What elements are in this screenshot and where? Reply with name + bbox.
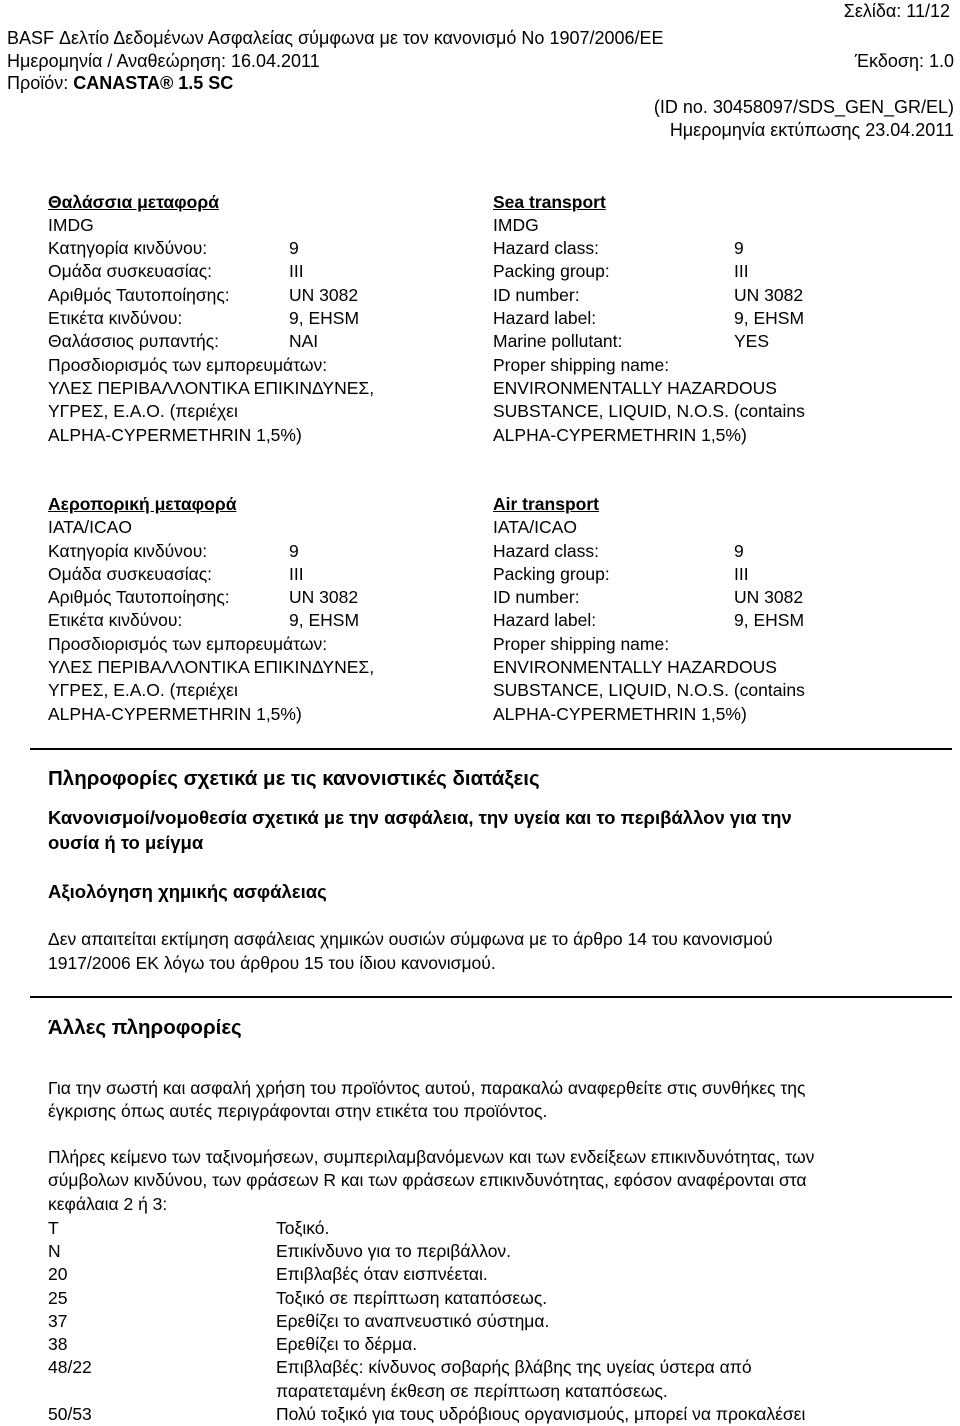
air-row-label: Ομάδα συσκευασίας: — [48, 564, 213, 584]
full-text-paragraph-cont: κεφάλαια 2 ή 3: — [48, 1194, 168, 1214]
air-code-en: IATA/ICAO — [493, 517, 577, 537]
phrase-text: Ερεθίζει το δέρμα. — [276, 1334, 418, 1354]
usage-paragraph: Για την σωστή και ασφαλή χρήση του προϊόντος αυτού, παρακαλώ αναφερθείτε στις συνθήκες της — [48, 1078, 806, 1098]
sea-row-value: III — [734, 261, 749, 281]
sea-row-label: Ετικέτα κινδύνου: — [48, 308, 183, 328]
air-psn-line-en: SUBSTANCE, LIQUID, N.O.S. (contains — [493, 680, 805, 700]
phrase-text: Τοξικό σε περίπτωση καταπόσεως. — [276, 1288, 548, 1308]
air-row-label: Κατηγορία κινδύνου: — [48, 541, 208, 561]
print-date: Ημερομηνία εκτύπωσης 23.04.2011 — [669, 120, 954, 140]
sea-psn-line-en: SUBSTANCE, LIQUID, N.O.S. (contains — [493, 401, 805, 421]
sea-title-el: Θαλάσσια μεταφορά — [48, 192, 219, 212]
sea-row-label: Κατηγορία κινδύνου: — [48, 238, 208, 258]
phrase-text: Ερεθίζει το αναπνευστικό σύστημα. — [276, 1311, 550, 1331]
air-row-value: 9, EHSM — [289, 610, 360, 630]
sea-psn-line-el: ALPHA-CYPERMETHRIN 1,5%) — [48, 425, 302, 445]
regulations-subheading-cont: ουσία ή το μείγμα — [48, 832, 204, 853]
air-row-value: UN 3082 — [734, 587, 804, 607]
sea-code-en: IMDG — [493, 215, 539, 235]
sea-psn-label-en: Proper shipping name: — [493, 355, 670, 375]
air-row-value: 9 — [734, 541, 744, 561]
air-psn-line-el: ALPHA-CYPERMETHRIN 1,5%) — [48, 704, 302, 724]
air-row-value: III — [289, 564, 304, 584]
sea-row-value: 9 — [289, 238, 299, 258]
air-row-label: Ετικέτα κινδύνου: — [48, 610, 183, 630]
air-psn-line-el: ΥΛΕΣ ΠΕΡΙΒΑΛΛΟΝΤΙΚΑ ΕΠΙΚΙΝΔΥΝΕΣ, — [48, 657, 375, 677]
air-psn-line-en: ENVIRONMENTALLY HAZARDOUS — [493, 657, 777, 677]
product-name: CANASTA® 1.5 SC — [73, 73, 234, 93]
product-label: Προϊόν: — [7, 73, 69, 93]
regulations-subheading: Κανονισμοί/νομοθεσία σχετικά με την ασφάλεια, την υγεία και το περιβάλλον για την — [48, 807, 792, 828]
air-row-label: Packing group: — [493, 564, 610, 584]
phrase-code: 50/53 — [48, 1404, 92, 1424]
phrase-text: παρατεταμένη έκθεση σε περίπτωση καταπόσεως. — [276, 1381, 668, 1401]
air-psn-label-el: Προσδιορισμός των εμπορευμάτων: — [48, 634, 328, 654]
full-text-paragraph: Πλήρες κείμενο των ταξινομήσεων, συμπεριλαμβανόμενων και των ενδείξεων επικινδυνότητας, των — [48, 1147, 815, 1167]
sea-row-value: 9, EHSM — [289, 308, 360, 328]
sea-psn-line-en: ENVIRONMENTALLY HAZARDOUS — [493, 378, 777, 398]
air-row-label: ID number: — [493, 587, 580, 607]
product-line — [7, 74, 233, 92]
phrase-text: Επιβλαβές όταν εισπνέεται. — [276, 1264, 488, 1284]
chemical-safety-heading: Αξιολόγηση χημικής ασφάλειας — [48, 881, 327, 902]
phrase-text: Επικίνδυνο για το περιβάλλον. — [276, 1241, 512, 1261]
sea-psn-line-en: ALPHA-CYPERMETHRIN 1,5%) — [493, 425, 747, 445]
sea-row-value: 9, EHSM — [734, 308, 805, 328]
phrase-text: Επιβλαβές: κίνδυνος σοβαρής βλάβης της υγείας ύστερα από — [276, 1357, 752, 1377]
phrase-text: Πολύ τοξικό για τους υδρόβιους οργανισμούς, μπορεί να προκαλέσει — [276, 1404, 806, 1424]
sea-row-label: ID number: — [493, 285, 580, 305]
sea-row-label: Hazard class: — [493, 238, 600, 258]
other-info-heading: Άλλες πληροφορίες — [48, 1016, 242, 1039]
air-row-label: Hazard label: — [493, 610, 597, 630]
sea-row-value: UN 3082 — [289, 285, 359, 305]
sea-psn-label-el: Προσδιορισμός των εμπορευμάτων: — [48, 355, 328, 375]
version: Έκδοση: 1.0 — [854, 51, 954, 71]
phrase-code: 38 — [48, 1334, 68, 1354]
air-row-label: Hazard class: — [493, 541, 600, 561]
sea-row-label: Packing group: — [493, 261, 610, 281]
sea-title-en: Sea transport — [493, 192, 606, 212]
sea-row-label: Hazard label: — [493, 308, 597, 328]
regulatory-heading: Πληροφορίες σχετικά με τις κανονιστικές διατάξεις — [48, 767, 540, 790]
assessment-text: Δεν απαιτείται εκτίμηση ασφάλειας χημικών ουσιών σύμφωνα με το άρθρο 14 του κανονισμού — [48, 929, 773, 949]
sea-row-label: Θαλάσσιος ρυπαντής: — [48, 331, 220, 351]
sea-code-el: IMDG — [48, 215, 94, 235]
air-title-el: Αεροπορική μεταφορά — [48, 494, 237, 514]
sea-row-value: 9 — [734, 238, 744, 258]
phrase-code: 25 — [48, 1288, 68, 1308]
air-psn-line-el: ΥΓΡΕΣ, Ε.Α.Ο. (περιέχει — [48, 680, 238, 700]
air-psn-label-en: Proper shipping name: — [493, 634, 670, 654]
phrase-code: 48/22 — [48, 1357, 92, 1377]
document-title: BASF Δελτίο Δεδομένων Ασφαλείας σύμφωνα με τον κανονισμό Νο 1907/2006/ΕΕ — [7, 28, 664, 48]
section-divider — [30, 996, 952, 998]
id-number: (ID no. 30458097/SDS_GEN_GR/EL) — [653, 97, 954, 117]
sea-row-value: III — [289, 261, 304, 281]
phrase-code: 20 — [48, 1264, 68, 1284]
air-row-value: 9, EHSM — [734, 610, 805, 630]
air-row-value: III — [734, 564, 749, 584]
phrase-text: Τοξικό. — [276, 1218, 330, 1238]
revision-date: Ημερομηνία / Αναθεώρηση: 16.04.2011 — [7, 51, 320, 71]
page-number: Σελίδα: 11/12 — [843, 1, 950, 21]
sea-psn-line-el: ΥΛΕΣ ΠΕΡΙΒΑΛΛΟΝΤΙΚΑ ΕΠΙΚΙΝΔΥΝΕΣ, — [48, 378, 375, 398]
sea-row-label: Marine pollutant: — [493, 331, 623, 351]
phrase-code: 37 — [48, 1311, 68, 1331]
sea-row-label: Ομάδα συσκευασίας: — [48, 261, 213, 281]
sea-row-value: UN 3082 — [734, 285, 804, 305]
sea-row-label: Αριθμός Ταυτοποίησης: — [48, 285, 230, 305]
sea-row-value: YES — [734, 331, 770, 351]
assessment-text-cont: 1917/2006 ΕΚ λόγω του άρθρου 15 του ίδιου κανονισμού. — [48, 953, 496, 973]
usage-paragraph-cont: έγκρισης όπως αυτές περιγράφονται στην ετικέτα του προϊόντος. — [48, 1101, 548, 1121]
air-row-value: UN 3082 — [289, 587, 359, 607]
phrase-code: T — [48, 1218, 59, 1238]
section-divider — [30, 748, 952, 750]
sea-row-value: ΝΑΙ — [289, 331, 319, 351]
air-row-label: Αριθμός Ταυτοποίησης: — [48, 587, 230, 607]
air-psn-line-en: ALPHA-CYPERMETHRIN 1,5%) — [493, 704, 747, 724]
phrase-code: N — [48, 1241, 61, 1261]
air-row-value: 9 — [289, 541, 299, 561]
air-code-el: IATA/ICAO — [48, 517, 132, 537]
air-title-en: Air transport — [493, 494, 599, 514]
sea-psn-line-el: ΥΓΡΕΣ, Ε.Α.Ο. (περιέχει — [48, 401, 238, 421]
full-text-paragraph-cont: σύμβολων κινδύνου, των φράσεων R και των φράσεων επικινδυνότητας, εφόσον αναφέρονται στα — [48, 1170, 807, 1190]
